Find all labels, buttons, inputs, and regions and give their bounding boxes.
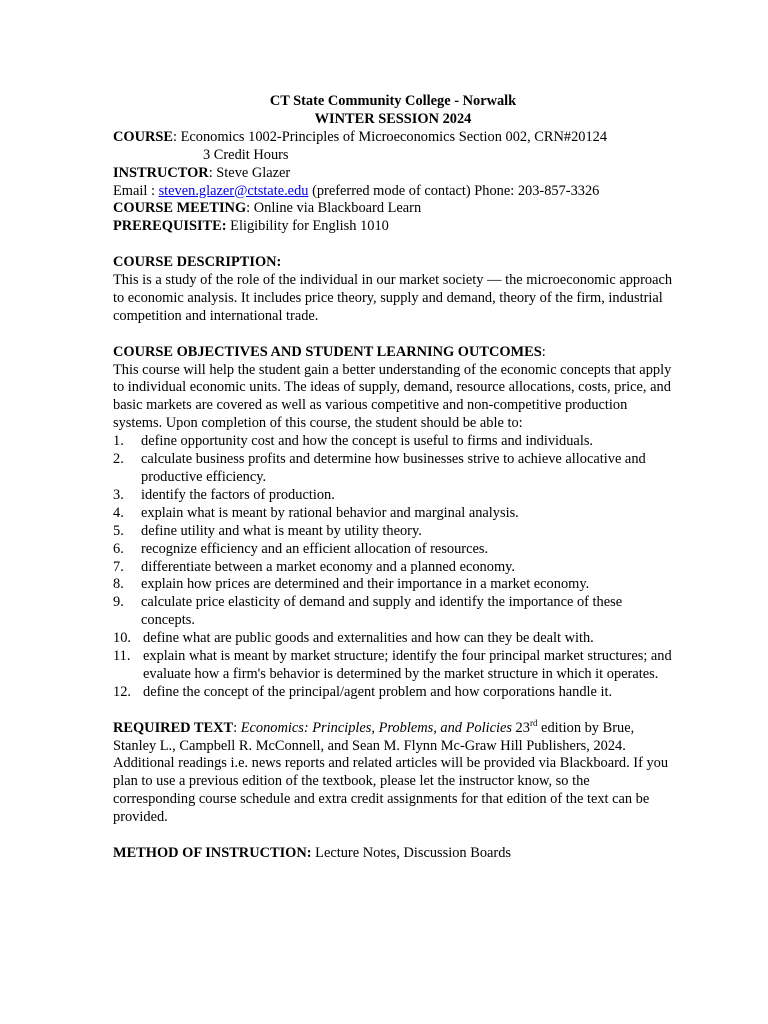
method-label: METHOD OF INSTRUCTION: bbox=[113, 845, 312, 861]
required-text-colon: : bbox=[233, 719, 241, 736]
email-prefix: Email : bbox=[113, 182, 159, 199]
textbook-details: edition by Brue, Stanley L., Campbell R. McConnell, and Sean M. Flynn Mc-Graw Hill Publishers, 2024. bbox=[113, 719, 635, 754]
instructor-value: : Steve Glazer bbox=[208, 164, 291, 181]
required-text-line bbox=[113, 717, 673, 756]
textbook-title: Economics: Principles, Problems, and Policies bbox=[240, 719, 512, 736]
prerequisite-line bbox=[113, 218, 673, 236]
instructor-label: INSTRUCTOR bbox=[113, 164, 209, 181]
spacer bbox=[113, 326, 673, 344]
email-suffix: (preferred mode of contact) Phone: 203-857-3326 bbox=[308, 182, 600, 199]
syllabus-page bbox=[113, 93, 673, 863]
method-line bbox=[113, 845, 673, 863]
objective-item bbox=[113, 433, 673, 451]
objectives-heading-line bbox=[113, 344, 673, 362]
objective-text: identify the factors of production. bbox=[141, 486, 335, 503]
course-value: : Economics 1002-Principles of Microeconomics Section 002, CRN#20124 bbox=[172, 128, 608, 145]
objective-number: 5. bbox=[113, 522, 124, 539]
objective-item bbox=[113, 505, 673, 523]
spacer bbox=[113, 827, 673, 845]
instructor-line bbox=[113, 165, 673, 183]
objective-number: 10. bbox=[113, 630, 131, 647]
objective-item bbox=[113, 648, 673, 684]
method-value: Lecture Notes, Discussion Boards bbox=[311, 845, 511, 861]
meeting-line bbox=[113, 200, 673, 218]
objective-item bbox=[113, 594, 673, 630]
objectives-intro: This course will help the student gain a better understanding of the economic concepts that apply to individual economic units. The ideas of supply, demand, resource allocations, costs, price, and basic markets are covered as well as various competitive and non-competitive production systems. Upon completion of this course, the student should be able to: bbox=[113, 361, 672, 432]
objective-item bbox=[113, 559, 673, 577]
objective-number: 3. bbox=[113, 486, 124, 503]
objective-text: define what are public goods and externalities and how can they be dealt with. bbox=[143, 630, 594, 647]
objective-item bbox=[113, 576, 673, 594]
objective-number: 4. bbox=[113, 504, 124, 521]
objective-text: define the concept of the principal/agent problem and how corporations handle it. bbox=[143, 683, 613, 700]
email-link[interactable]: steven.glazer@ctstate.edu bbox=[158, 182, 309, 199]
objective-item bbox=[113, 487, 673, 505]
required-text-label: REQUIRED TEXT bbox=[113, 719, 234, 736]
spacer bbox=[113, 702, 673, 720]
objective-number: 11. bbox=[113, 648, 131, 665]
course-line bbox=[113, 129, 673, 147]
description-heading: COURSE DESCRIPTION: bbox=[113, 254, 282, 271]
contact-line bbox=[113, 183, 673, 201]
objective-text: define opportunity cost and how the concept is useful to firms and individuals. bbox=[141, 433, 594, 450]
objective-item bbox=[113, 451, 673, 487]
objective-text: recognize efficiency and an efficient allocation of resources. bbox=[141, 540, 489, 557]
objective-number: 2. bbox=[113, 451, 124, 468]
spacer bbox=[113, 236, 673, 254]
objective-text: calculate business profits and determine how businesses strive to achieve allocative and productive efficiency. bbox=[141, 451, 646, 485]
objectives-list bbox=[113, 433, 673, 702]
objective-text: define utility and what is meant by utility theory. bbox=[141, 522, 422, 539]
objectives-heading-colon: : bbox=[541, 343, 546, 360]
course-label: COURSE bbox=[113, 128, 173, 145]
objective-number: 9. bbox=[113, 594, 124, 611]
description-text: This is a study of the role of the individual in our market society — the microeconomic approach to economic analysis. It includes price theory, supply and demand, theory of the firm, industrial competition and international trade. bbox=[113, 272, 673, 324]
objective-item bbox=[113, 523, 673, 541]
objective-text: calculate price elasticity of demand and supply and identify the importance of these concepts. bbox=[141, 594, 623, 629]
objective-item bbox=[113, 684, 673, 702]
objective-number: 7. bbox=[113, 558, 124, 575]
objective-number: 12. bbox=[113, 683, 131, 700]
meeting-label: COURSE MEETING bbox=[113, 200, 247, 217]
objective-text: differentiate between a market economy and a planned economy. bbox=[141, 558, 515, 575]
objective-text: explain what is meant by market structure; identify the four principal market structures; and evaluate how a firm's behavior is determined by the market structure in which it operates. bbox=[143, 648, 672, 682]
additional-readings: Additional readings i.e. news reports and related articles will be provided via Blackboard. If you plan to use a previous edition of the textbook, please let the instructor know, so the corresponding course schedule and extra credit assignments for that edition of the text can be provided. bbox=[113, 755, 669, 826]
objectives-heading: COURSE OBJECTIVES AND STUDENT LEARNING OUTCOMES bbox=[113, 343, 542, 360]
meeting-value: : Online via Blackboard Learn bbox=[246, 200, 422, 217]
objective-number: 8. bbox=[113, 576, 124, 593]
objective-item bbox=[113, 630, 673, 648]
objective-text: explain what is meant by rational behavior and marginal analysis. bbox=[141, 504, 519, 521]
objective-text: explain how prices are determined and their importance in a market economy. bbox=[141, 576, 590, 593]
credit-hours: 3 Credit Hours bbox=[203, 146, 289, 163]
session-title: WINTER SESSION 2024 bbox=[314, 110, 472, 127]
prerequisite-label: PREREQUISITE: bbox=[113, 218, 227, 235]
objective-item bbox=[113, 541, 673, 559]
edition-number: 23 bbox=[511, 719, 530, 736]
prerequisite-value: Eligibility for English 1010 bbox=[226, 218, 389, 235]
objective-number: 6. bbox=[113, 540, 124, 557]
college-name: CT State Community College - Norwalk bbox=[269, 93, 517, 109]
objective-number: 1. bbox=[113, 433, 124, 450]
edition-suffix: rd bbox=[529, 717, 538, 728]
